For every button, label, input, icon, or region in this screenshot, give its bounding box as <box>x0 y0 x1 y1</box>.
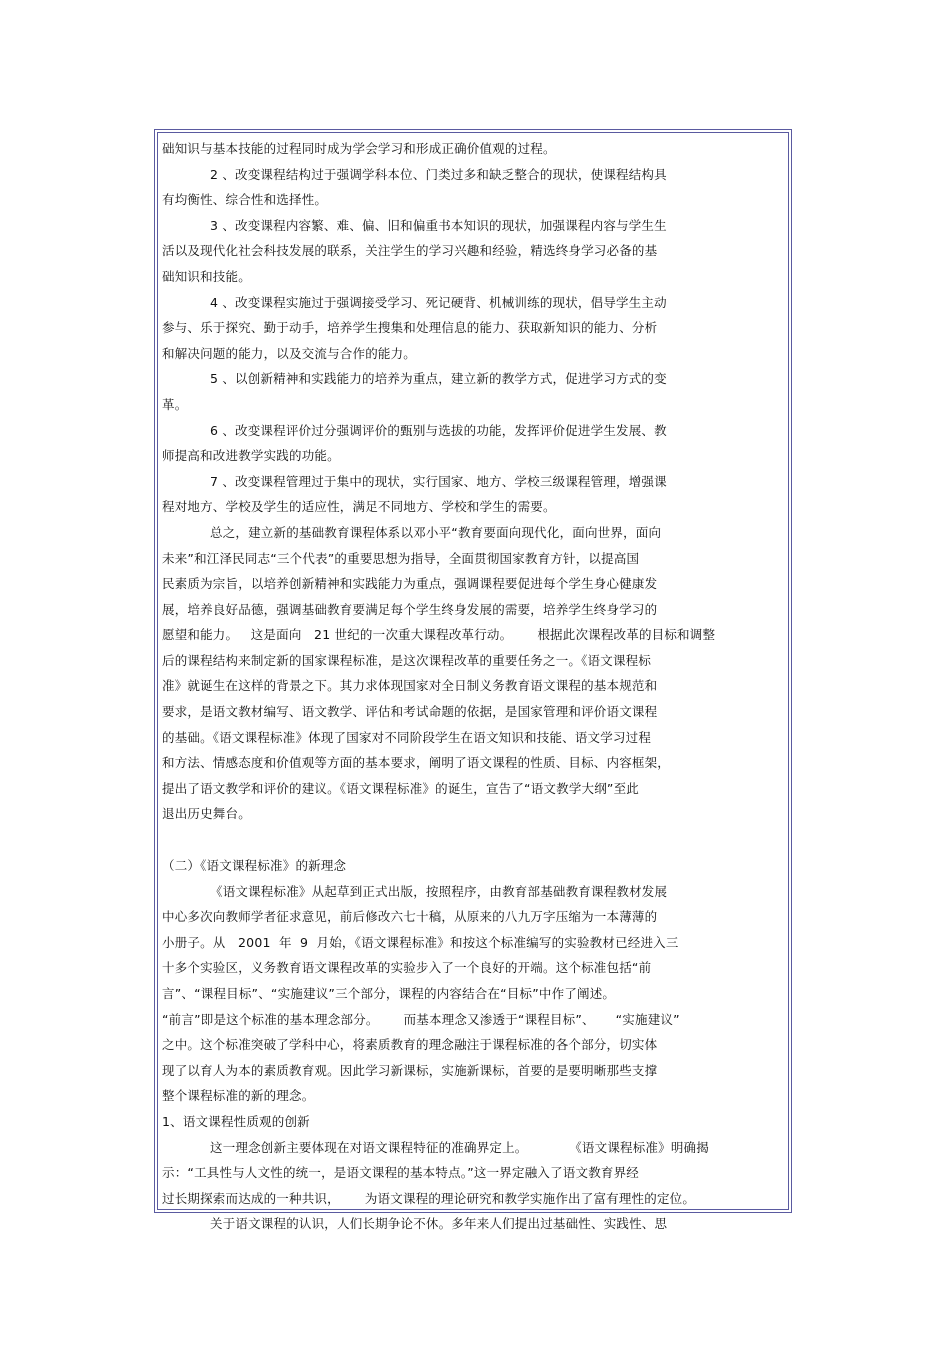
text-line: 参与、乐于探究、勤于动手，培养学生搜集和处理信息的能力、获取新知识的能力、分析 <box>162 320 658 336</box>
text-line: 现了以育人为本的素质教育观。因此学习新课标，实施新课标，首要的是要明晰那些支撑 <box>162 1062 658 1078</box>
text-line: “前言”即是这个标准的基本理念部分。 而基本理念又渗透于“课程目标”、 “实施建议” <box>162 1011 680 1027</box>
text-line: 师提高和改进教学实践的功能。 <box>162 448 340 464</box>
text-line: （二）《语文课程标准》的新理念 <box>162 858 347 874</box>
text-line: 程对地方、学校及学生的适应性，满足不同地方、学校和学生的需要。 <box>162 499 556 515</box>
text-line: 过长期探索而达成的一种共识， 为语文课程的理论研究和教学实施作出了富有理性的定位。 <box>162 1190 696 1206</box>
text-line: 革。 <box>162 396 188 412</box>
text-line: 和方法、情感态度和价值观等方面的基本要求，阐明了语文课程的性质、目标、内容框架， <box>162 755 671 771</box>
text-line: 活以及现代化社会科技发展的联系，关注学生的学习兴趣和经验，精选终身学习必备的基 <box>162 243 658 259</box>
text-line: 小册子。从 2001 年 9 月始，《语文课程标准》和按这个标准编写的实验教材已经进入三 <box>162 934 679 950</box>
text-line: 关于语文课程的认识，人们长期争论不休。多年来人们提出过基础性、实践性、思 <box>210 1216 668 1232</box>
text-line: 之中。这个标准突破了学科中心，将素质教育的理念融注于课程标准的各个部分，切实体 <box>162 1037 658 1053</box>
text-line: 总之，建立新的基础教育课程体系以邓小平“教育要面向现代化，面向世界，面向 <box>210 524 662 540</box>
blank-line <box>162 827 772 853</box>
text-line: 础知识和技能。 <box>162 268 251 284</box>
text-line: 5 、以创新精神和实践能力的培养为重点，建立新的教学方式，促进学习方式的变 <box>210 371 667 387</box>
text-line: 言”、“课程目标”、“实施建议”三个部分，课程的内容结合在“目标”中作了阐述。 <box>162 986 616 1001</box>
text-line: 有均衡性、综合性和选择性。 <box>162 192 328 208</box>
text-line: 民素质为宗旨，以培养创新精神和实践能力为重点，强调课程要促进每个学生身心健康发 <box>162 576 658 592</box>
text-line: 和解决问题的能力，以及交流与合作的能力。 <box>162 345 417 361</box>
text-line: 中心多次向教师学者征求意见，前后修改六七十稿，从原来的八九万字压缩为一本薄薄的 <box>162 909 658 925</box>
text-line: 《语文课程标准》从起草到正式出版，按照程序，由教育部基础教育课程教材发展 <box>210 883 668 899</box>
document-body <box>162 136 772 1237</box>
text-line: 未来”和江泽民同志“三个代表”的重要思想为指导，全面贯彻国家教育方针，以提高国 <box>162 550 640 566</box>
text-line: 退出历史舞台。 <box>162 806 251 822</box>
text-line: 准》就诞生在这样的背景之下。其力求体现国家对全日制义务教育语文课程的基本规范和 <box>162 678 658 694</box>
text-line: 的基础。《语文课程标准》体现了国家对不同阶段学生在语文知识和技能、语文学习过程 <box>162 729 652 745</box>
text-line: 4 、改变课程实施过于强调接受学习、死记硬背、机械训练的现状，倡导学生主动 <box>210 294 667 310</box>
text-line: 1、语文课程性质观的创新 <box>162 1113 310 1129</box>
text-line: 展，培养良好品德，强调基础教育要满足每个学生终身发展的需要，培养学生终身学习的 <box>162 601 658 617</box>
text-line: 2 、改变课程结构过于强调学科本位、门类过多和缺乏整合的现状，使课程结构具 <box>210 166 667 182</box>
text-line: 7 、改变课程管理过于集中的现状，实行国家、地方、学校三级课程管理，增强课 <box>210 473 667 489</box>
text-line: 十多个实验区，义务教育语文课程改革的实验步入了一个良好的开端。这个标准包括“前 <box>162 960 652 976</box>
text-line: 愿望和能力。 这是面向 21 世纪的一次重大课程改革行动。 根据此次课程改革的目标和调整 <box>162 627 716 643</box>
text-line: 示：“工具性与人文性的统一，是语文课程的基本特点。”这一界定融入了语文教育界经 <box>162 1165 640 1181</box>
text-line: 整个课程标准的新的理念。 <box>162 1088 315 1104</box>
text-line: 6 、改变课程评价过分强调评价的甄别与选拔的功能，发挥评价促进学生发展、教 <box>210 422 667 438</box>
text-line: 要求，是语文教材编写、语文教学、评估和考试命题的依据，是国家管理和评价语文课程 <box>162 704 658 720</box>
text-line: 提出了语文教学和评价的建议。《语文课程标准》的诞生，宣告了“语文教学大纲”至此 <box>162 780 640 796</box>
text-line: 这一理念创新主要体现在对语文课程特征的准确界定上。 《语文课程标准》明确揭 <box>210 1139 709 1155</box>
text-line: 3 、改变课程内容繁、难、偏、旧和偏重书本知识的现状，加强课程内容与学生生 <box>210 217 667 233</box>
text-line: 础知识与基本技能的过程同时成为学会学习和形成正确价值观的过程。 <box>162 141 556 156</box>
text-line: 后的课程结构来制定新的国家课程标准，是这次课程改革的重要任务之一。《语文课程标 <box>162 652 652 668</box>
